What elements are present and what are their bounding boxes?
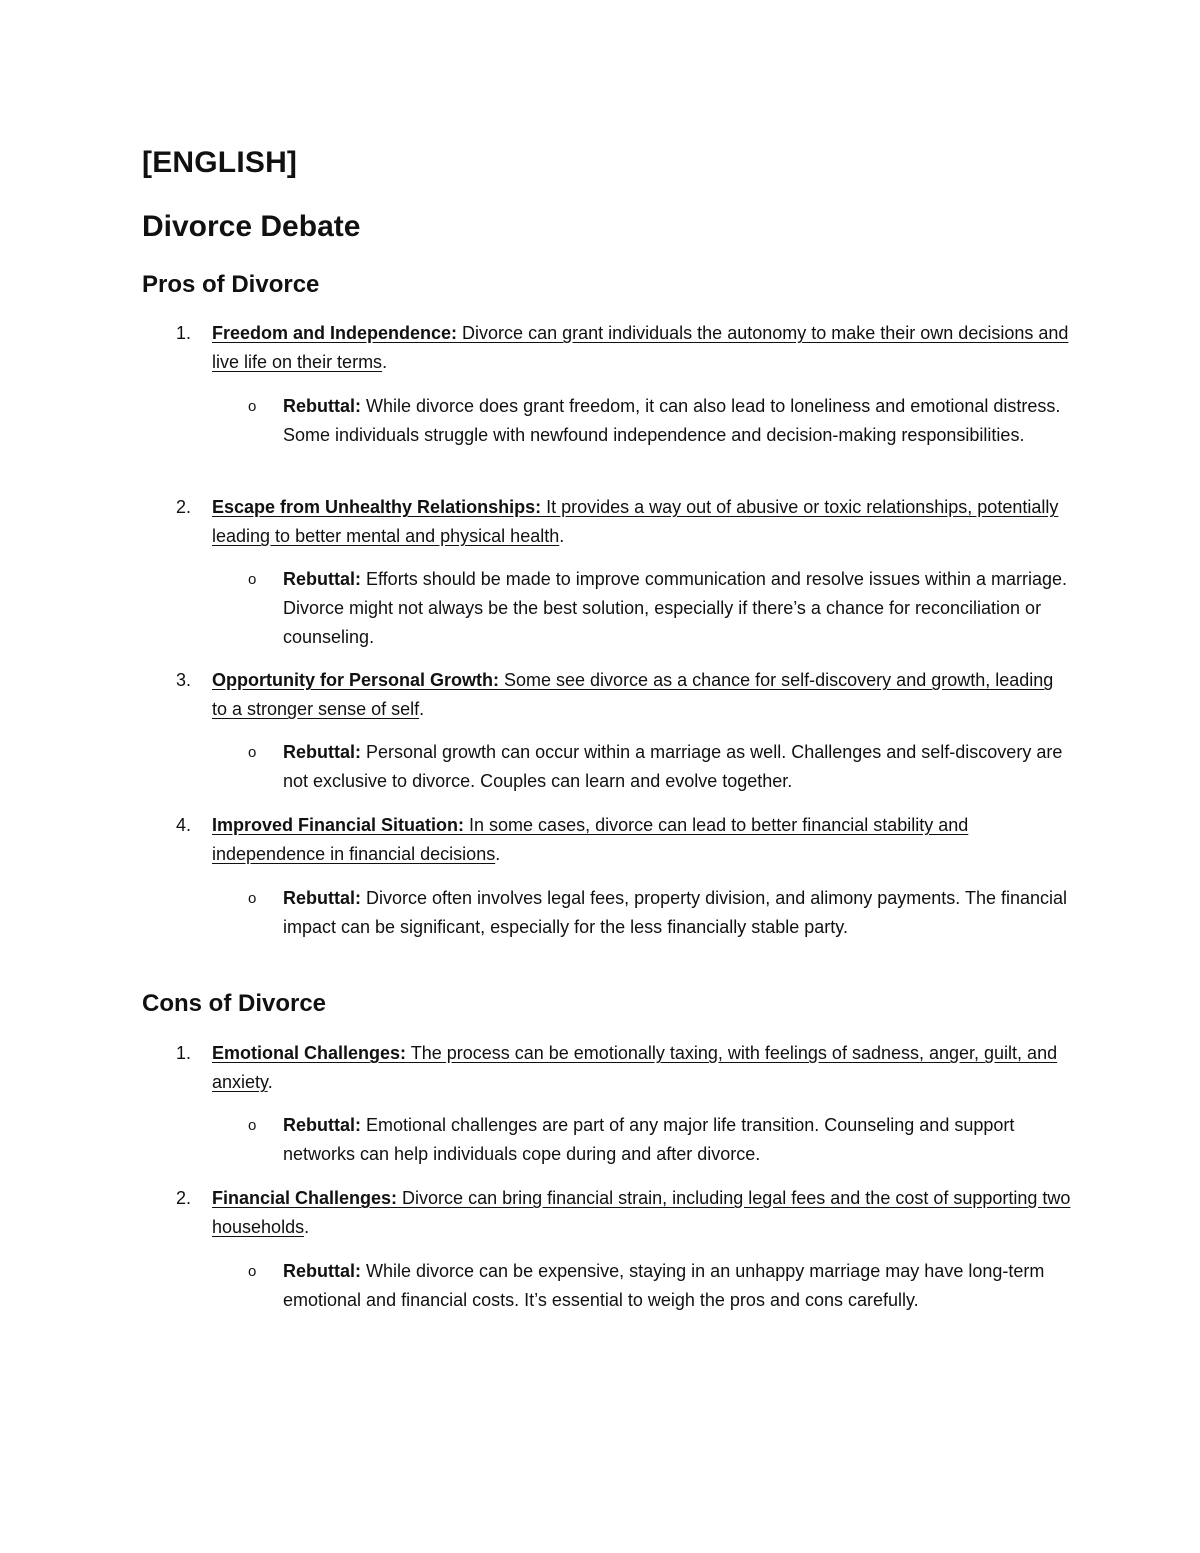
cons-item-1-claim	[212, 1043, 1057, 1092]
pros-item-2-rebuttal	[248, 565, 1073, 652]
pros-item-1-claim	[212, 323, 1068, 372]
item-end: .	[382, 352, 388, 372]
item-label: Improved Financial Situation:	[212, 815, 465, 835]
bullet-icon: o	[248, 1117, 257, 1134]
bullet-icon: o	[248, 890, 257, 907]
list-number: 2.	[176, 497, 192, 517]
document-title: [ENGLISH]	[142, 146, 298, 179]
rebuttal-label: Rebuttal:	[283, 569, 361, 589]
pros-item-1	[176, 319, 1072, 377]
item-label: Emotional Challenges:	[212, 1043, 407, 1063]
item-label: Freedom and Independence:	[212, 323, 458, 343]
item-end: .	[495, 844, 501, 864]
bullet-icon: o	[248, 398, 257, 415]
list-number: 4.	[176, 815, 192, 835]
item-label: Opportunity for Personal Growth:	[212, 670, 499, 690]
pros-item-4-rebuttal	[248, 884, 1073, 942]
rebuttal-label: Rebuttal:	[283, 396, 361, 416]
list-number: 3.	[176, 670, 192, 690]
pros-item-4-claim	[212, 815, 968, 864]
item-end: .	[419, 699, 425, 719]
rebuttal-text: Emotional challenges are part of any major life transition. Counseling and support networks can help individuals cope during and after divorce.	[283, 1115, 1015, 1164]
rebuttal-text: While divorce can be expensive, staying in an unhappy marriage may have long-term emotional and financial costs. It’s essential to weigh the pros and cons carefully.	[283, 1261, 1045, 1310]
item-text: The process can be emotionally taxing, with feelings of sadness, anger, guilt, and anxiety	[212, 1043, 1058, 1092]
pros-heading: Pros of Divorce	[142, 271, 320, 298]
pros-item-2-claim	[212, 497, 1058, 546]
document-heading: Divorce Debate	[142, 210, 361, 243]
cons-item-1-rebuttal	[248, 1111, 1073, 1169]
pros-item-1-rebuttal	[248, 392, 1073, 450]
pros-item-3-rebuttal	[248, 738, 1073, 796]
rebuttal-label: Rebuttal:	[283, 742, 361, 762]
list-number: 1.	[176, 323, 192, 343]
item-end: .	[559, 526, 565, 546]
item-text: Divorce can grant individuals the autonomy to make their own decisions and live life on their terms	[212, 323, 1069, 372]
item-text: It provides a way out of abusive or toxic relationships, potentially leading to better mental and physical health	[212, 497, 1059, 546]
rebuttal-text: While divorce does grant freedom, it can also lead to loneliness and emotional distress. Some individuals struggle with newfound independence and decision-making responsibilities.	[283, 396, 1061, 445]
rebuttal-label: Rebuttal:	[283, 1261, 361, 1281]
cons-item-2-rebuttal	[248, 1257, 1073, 1315]
rebuttal-text: Personal growth can occur within a marriage as well. Challenges and self-discovery are not exclusive to divorce. Couples can learn and evolve together.	[283, 742, 1063, 791]
bullet-icon: o	[248, 1263, 257, 1280]
bullet-icon: o	[248, 571, 257, 588]
pros-item-3-claim	[212, 670, 1053, 719]
list-number: 2.	[176, 1188, 192, 1208]
bullet-icon: o	[248, 744, 257, 761]
rebuttal-text: Efforts should be made to improve communication and resolve issues within a marriage. Divorce might not always be the best solution, especially if there’s a chance for reconciliation or counseling.	[283, 569, 1068, 647]
item-text: In some cases, divorce can lead to better financial stability and independence in financial decisions	[212, 815, 969, 864]
item-end: .	[267, 1072, 273, 1092]
item-end: .	[304, 1217, 310, 1237]
pros-item-2	[176, 493, 1072, 551]
cons-item-2	[176, 1184, 1072, 1242]
item-text: Some see divorce as a chance for self-discovery and growth, leading to a stronger sense of self	[212, 670, 1054, 719]
pros-item-4	[176, 811, 1072, 869]
cons-item-2-claim	[212, 1188, 1070, 1237]
rebuttal-text: Divorce often involves legal fees, property division, and alimony payments. The financial impact can be significant, especially for the less financially stable party.	[283, 888, 1068, 937]
rebuttal-label: Rebuttal:	[283, 1115, 361, 1135]
cons-heading: Cons of Divorce	[142, 990, 327, 1017]
item-label: Financial Challenges:	[212, 1188, 398, 1208]
pros-item-3	[176, 666, 1072, 724]
cons-item-1	[176, 1039, 1072, 1097]
item-text: Divorce can bring financial strain, including legal fees and the cost of supporting two households	[212, 1188, 1071, 1237]
item-label: Escape from Unhealthy Relationships:	[212, 497, 542, 517]
rebuttal-label: Rebuttal:	[283, 888, 361, 908]
list-number: 1.	[176, 1043, 192, 1063]
